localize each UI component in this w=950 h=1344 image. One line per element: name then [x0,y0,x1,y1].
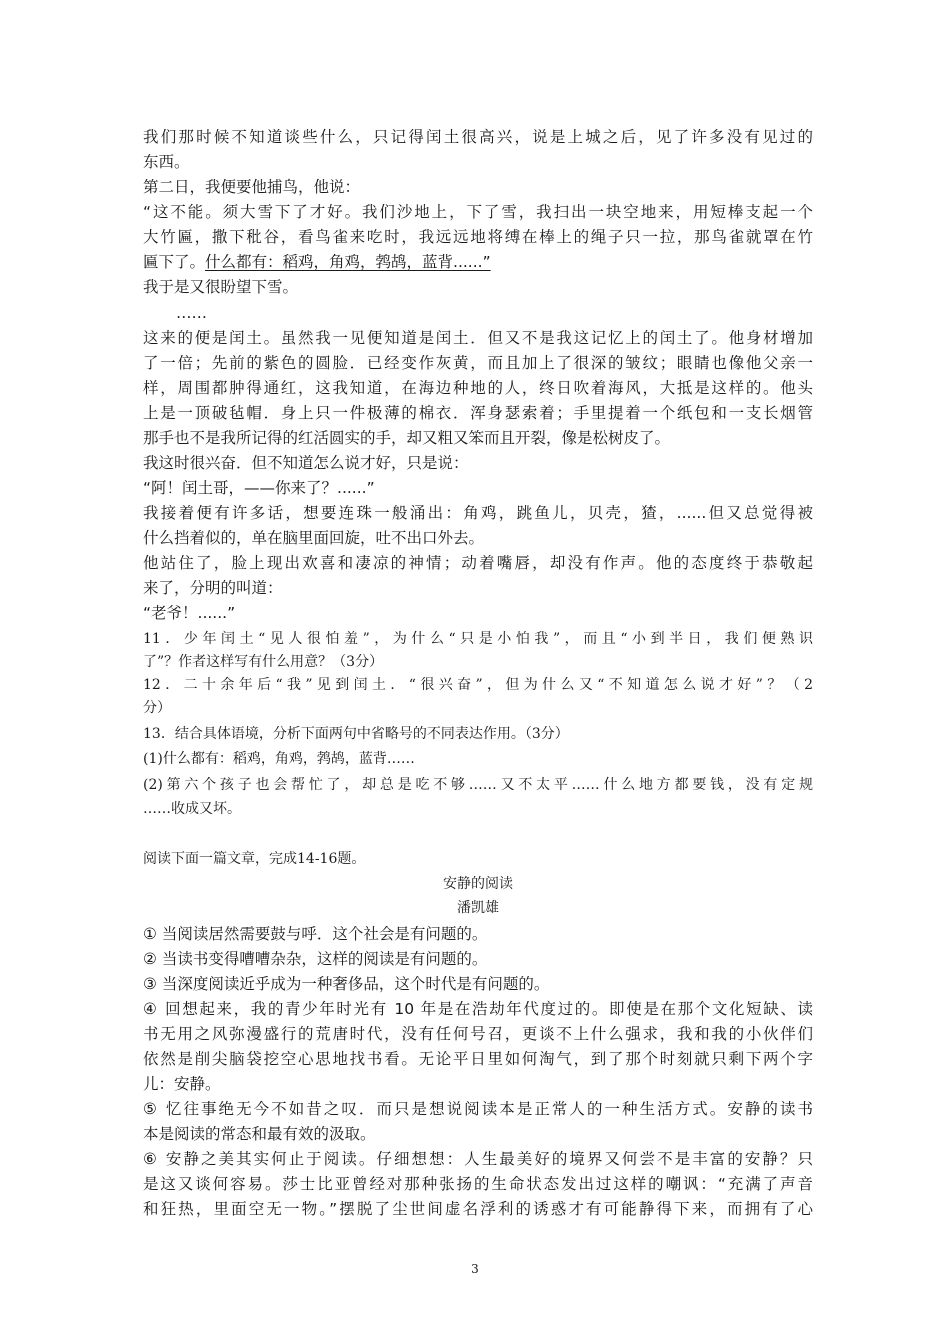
paragraph-line: 大竹匾，撒下秕谷，看鸟雀来吃时，我远远地将缚在棒上的绳子只一拉，那鸟雀就罩在竹 [143,228,813,246]
paragraph-line: 样，周围都肿得通红，这我知道，在海边种地的人，终日吹着海风，大抵是这样的。他头 [143,379,813,397]
question-12: 12．二十余年后“我”见到闰土．“很兴奋”，但为什么又“不知道怎么说才好”？（2 [143,677,813,693]
paragraph-line [143,251,813,273]
article-author: 潘凯雄 [457,900,499,916]
paragraph-line: “阿！闰土哥，——你来了？......” [143,479,375,497]
article-paragraph-5-line: 本是阅读的常态和最有效的汲取。 [143,1125,376,1143]
paragraph-line: “老爷！......” [143,604,236,622]
paragraph-line: 我们那时候不知道谈些什么，只记得闰土很高兴，说是上城之后，见了许多没有见过的 [143,128,813,146]
paragraph-line: 上是一顶破毡帽．身上只一件极薄的棉衣．浑身瑟索着；手里提着一个纸包和一支长烟管 [143,404,813,422]
question-13-sentence-1: (1)什么都有：稻鸡，角鸡，鹁鸪，蓝背…… [143,751,415,767]
paragraph-line: 来了，分明的叫道： [143,579,283,597]
question-11-cont: 了”？作者这样写有什么用意？（3分） [143,654,384,670]
paragraph-line: “这不能。须大雪下了才好。我们沙地上，下了雪，我扫出一块空地来，用短棒支起一个 [143,203,813,221]
underlined-text: 什么都有：稻鸡，角鸡，鹁鸪，蓝背......” [205,253,491,271]
paragraph-line: 我这时很兴奋．但不知道怎么说才好，只是说： [143,454,469,472]
question-12-cont: 分） [143,700,171,716]
paragraph-line: 我接着便有许多话，想要连珠一般涌出：角鸡，跳鱼儿，贝壳，猹，......但又总觉得被 [143,504,813,522]
article-paragraph-2: ② 当读书变得嘈嘈杂杂，这样的阅读是有问题的。 [143,950,488,968]
article-paragraph-4-line: 书无用之风弥漫盛行的荒唐时代，没有任何号召，更谈不上什么强求，我和我的小伙伴们 [143,1025,813,1043]
article-paragraph-4: ④ 回想起来，我的青少年时光有 10 年是在浩劫年代度过的。即使是在那个文化短缺、读 [143,1000,813,1018]
paragraph-line: 我于是又很盼望下雪。 [143,278,299,296]
article-paragraph-4-line: 依然是削尖脑袋挖空心思地找书看。无论平日里如何淘气，到了那个时刻就只剩下两个字 [143,1050,813,1068]
paragraph-line: 东西。 [143,153,190,171]
paragraph-line: 他站住了，脸上现出欢喜和凄凉的神情；动着嘴唇，却没有作声。他的态度终于恭敬起 [143,554,813,572]
article-paragraph-1: ① 当阅读居然需要鼓与呼．这个社会是有问题的。 [143,925,488,943]
ellipsis-line: …… [176,304,207,322]
article-paragraph-5: ⑤ 忆往事绝无今不如昔之叹．而只是想说阅读本是正常人的一种生活方式。安静的读书 [143,1100,813,1118]
article-title: 安静的阅读 [443,876,513,892]
article-paragraph-6-line: 和狂热，里面空无一物。”摆脱了尘世间虚名浮利的诱惑才有可能静得下来，而拥有了心 [143,1200,813,1218]
reading-instruction: 阅读下面一篇文章，完成14-16题。 [143,851,366,867]
plain-text: 匾下了。 [143,253,206,271]
question-13-sentence-2-cont: ……收成又坏。 [143,801,241,817]
paragraph-line: 第二日，我便要他捕鸟，他说： [143,178,361,196]
page-number: 3 [471,1262,479,1276]
article-paragraph-6-line: 是这又谈何容易。莎士比亚曾经对那种张扬的生命状态发出过这样的嘲讽：“充满了声音 [143,1175,813,1193]
paragraph-line: 这来的便是闰土。虽然我一见便知道是闰土．但又不是我这记忆上的闰土了。他身材增加 [143,329,813,347]
paragraph-line: 那手也不是我所记得的红活圆实的手，却又粗又笨而且开裂，像是松树皮了。 [143,429,671,447]
paragraph-line: 什么挡着似的，单在脑里面回旋，吐不出口外去。 [143,529,485,547]
question-11: 11．少年闰土“见人很怕羞”，为什么“只是小怕我”，而且“小到半日，我们便熟识 [143,631,813,647]
article-paragraph-4-line: 儿：安静。 [143,1075,221,1093]
paragraph-line: 了一倍；先前的紫色的圆脸．已经变作灰黄，而且加上了很深的皱纹；眼睛也像他父亲一 [143,354,813,372]
article-paragraph-3: ③ 当深度阅读近乎成为一种奢侈品，这个时代是有问题的。 [143,975,550,993]
article-paragraph-6: ⑥ 安静之美其实何止于阅读。仔细想想：人生最美好的境界又何尝不是丰富的安静？只 [143,1150,813,1168]
question-13: 13．结合具体语境，分析下面两句中省略号的不同表达作用。（3分） [143,726,569,742]
question-13-sentence-2: (2)第六个孩子也会帮忙了，却总是吃不够……又不太平……什么地方都要钱，没有定规 [143,777,813,793]
